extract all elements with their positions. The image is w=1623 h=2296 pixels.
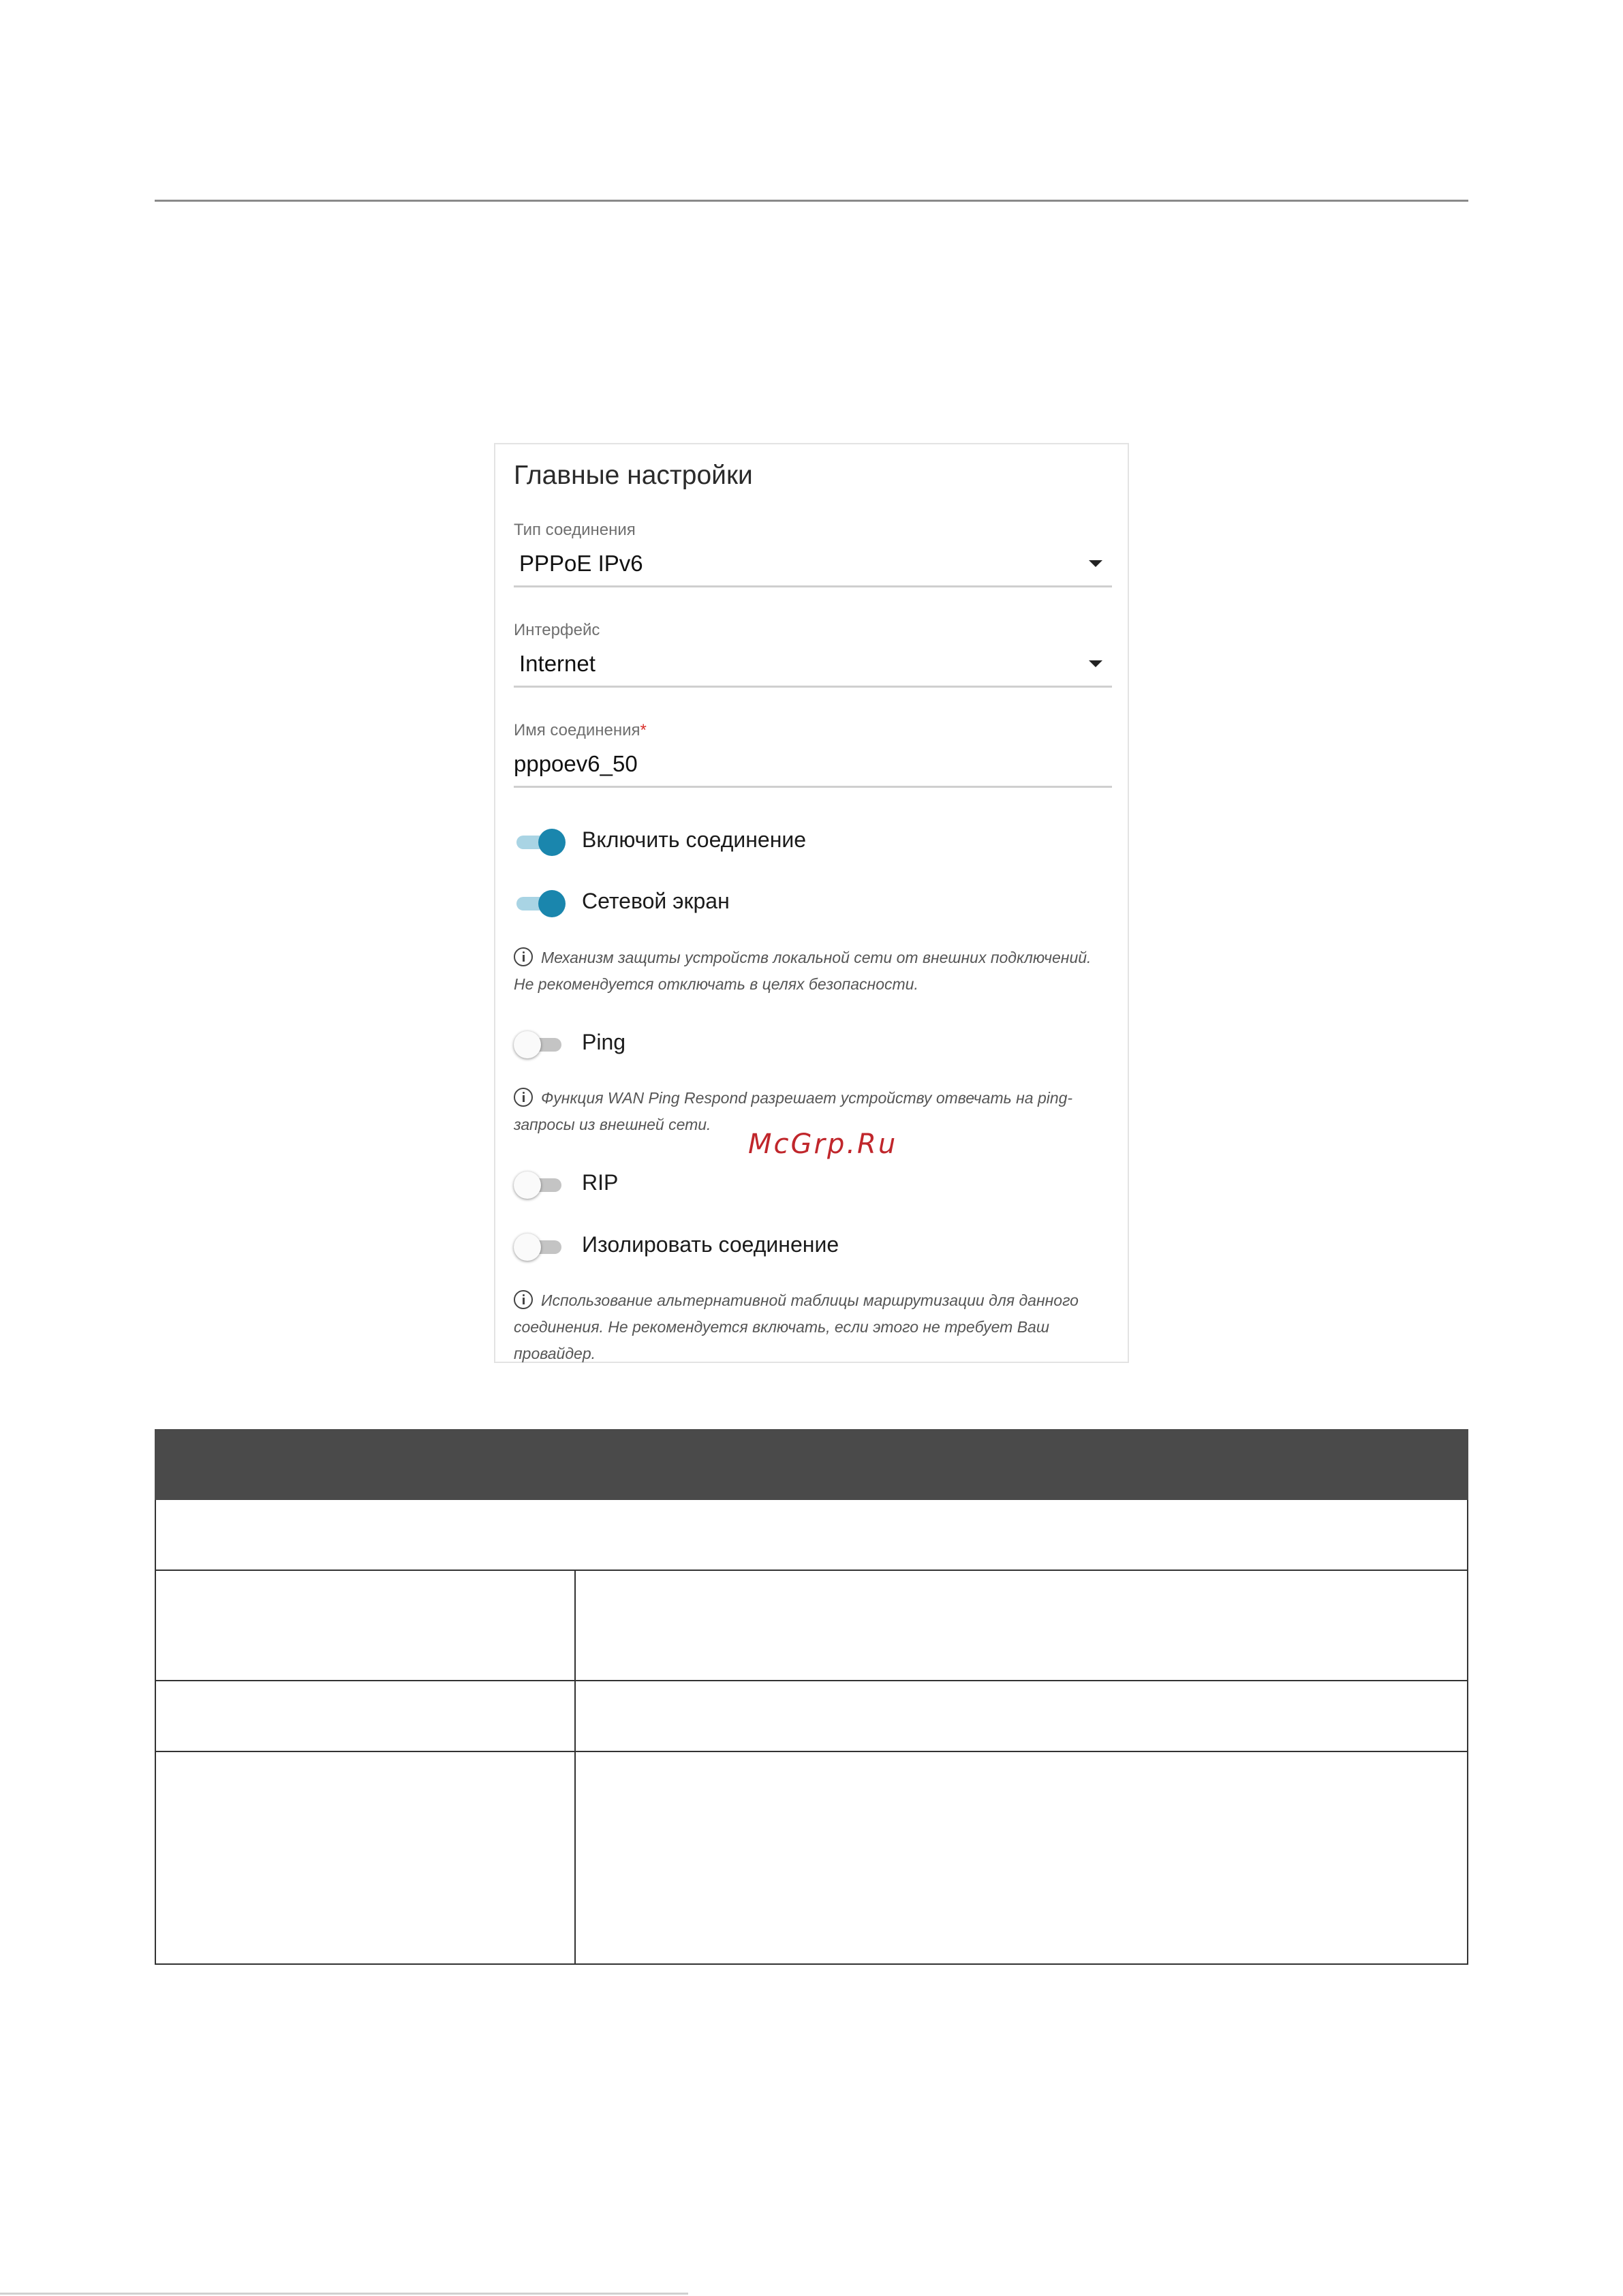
connection-type-value: PPPoE IPv6 [519,551,643,576]
connection-name-label: Имя соединения* [514,721,647,739]
rip-toggle[interactable] [514,1172,564,1197]
interface-field[interactable] [514,621,1112,688]
table-row [155,1571,1468,1681]
footer-rule [0,2293,688,2295]
interface-select[interactable] [514,644,1112,688]
watermark: McGrp.Ru [748,1129,898,1160]
rip-label: RIP [582,1170,619,1195]
interface-value: Internet [519,651,596,676]
connection-type-label: Тип соединения [514,521,636,539]
connection-type-field[interactable] [514,521,1112,587]
info-icon [514,947,533,966]
header-rule [155,200,1468,202]
table-row [155,1681,1468,1752]
connection-name-field[interactable] [514,721,1112,788]
required-mark: * [640,721,647,739]
enable-connection-toggle[interactable] [514,829,564,855]
main-settings-panel [494,443,1129,1363]
table-header [155,1429,1468,1500]
isolate-connection-label: Изолировать соединение [582,1232,839,1257]
table-section-row [155,1500,1468,1571]
isolate-hint: Использование альтернативной таблицы маршрутизации для данного соединения. Не рекомендуется включать, если этого не требует Ваш провайдер. [514,1291,1079,1362]
table-cell-name [156,1752,576,1963]
panel-title: Главные настройки [514,461,753,490]
table-row [155,1752,1468,1965]
connection-name-value: pppoev6_50 [514,751,638,776]
info-icon [514,1088,533,1107]
connection-type-select[interactable] [514,544,1112,587]
chevron-down-icon[interactable] [1089,560,1102,567]
chevron-down-icon[interactable] [1089,660,1102,667]
isolate-connection-toggle[interactable] [514,1234,564,1259]
interface-label: Интерфейс [514,621,600,639]
table-cell-name [156,1681,576,1751]
firewall-toggle[interactable] [514,890,564,916]
enable-connection-label: Включить соединение [582,827,807,852]
info-icon [514,1290,533,1309]
ping-hint: Функция WAN Ping Respond разрешает устройству отвечать на ping-запросы из внешней сети. [514,1089,1073,1133]
connection-name-input[interactable] [514,744,1112,788]
firewall-label: Сетевой экран [582,889,730,913]
ping-label: Ping [582,1030,626,1054]
ping-toggle[interactable] [514,1031,564,1057]
table-cell-name [156,1571,576,1680]
firewall-hint: Механизм защиты устройств локальной сети от внешних подключений. Не рекомендуется отключать в целях безопасности. [514,949,1092,993]
